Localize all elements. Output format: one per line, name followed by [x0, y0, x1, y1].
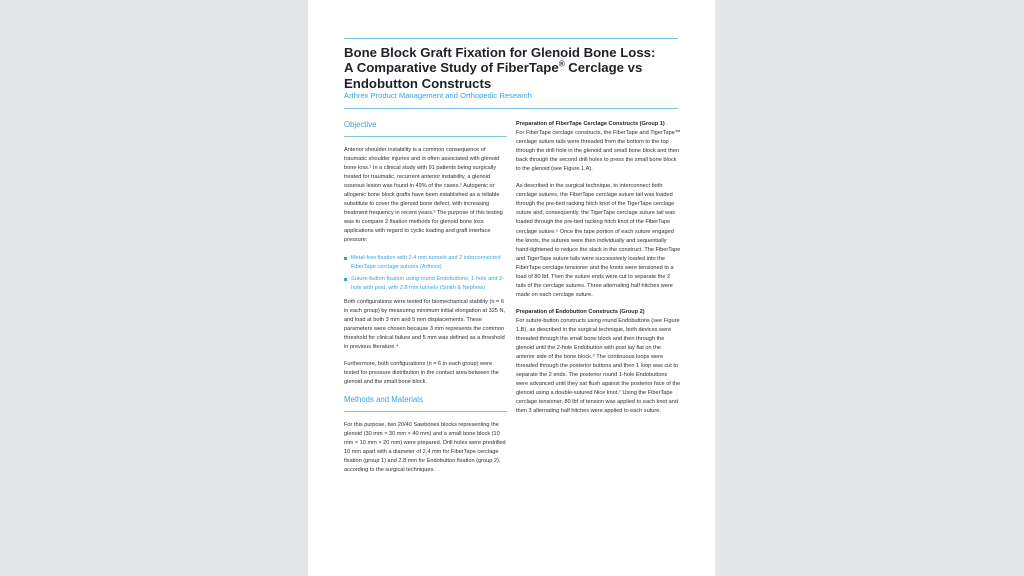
objective-paragraph-2: Both configurations were tested for biomechanical stability (n = 6 in each group) by measuring minimum initial elongation at 325 N, and load at both 3 mm and 5 mm displacements. These parameters were chosen because 3 mm represents the common threshold for clinical failure and 5 mm was defined as a threshold in previous literature.⁴ [344, 298, 506, 350]
bullet-square-icon [344, 278, 347, 281]
header-divider [344, 108, 678, 109]
methods-divider [344, 411, 507, 412]
bullet-square-icon [344, 257, 347, 260]
document-title [344, 45, 684, 91]
document-page [308, 0, 715, 576]
prep-fibertape-paragraph-1: For FiberTape cerclage constructs, the FiberTape and TigerTape™ cerclage suture tails were threaded from the bottom to the top through the drill hole in the glenoid and small bone block and then back through the second drill holes to press the small bone block to the glenoid (see Figure 1.A). [516, 130, 681, 173]
title-line-2-end: Cerclage vs [564, 60, 643, 76]
fixation-methods-list [344, 254, 507, 293]
registered-mark: ® [558, 60, 565, 70]
objective-paragraph-3: Furthermore, both configurations (n = 6 in each group) were tested for pressure distribution in the contact area between the glenoid and the small bone block. [344, 360, 499, 386]
objective-paragraph-1: Anterior shoulder instability is a common consequence of traumatic shoulder injuries and is often associated with glenoid bone loss.¹ In a clinical study with 91 patients being surgically treated for traumatic, recurrent anterior instability, a glenoid osseous lesion was found in 49% of the cases.² Autogenic or allogenic bone block grafts have been established as a reliable substitute to cover the glenoid bone defect, with increasing treatment frequency in recent years.³ The purpose of this testing was to compare 2 fixation methods for glenoid bone loss applications with regard to cyclic loading and graft interface pressure: [344, 147, 503, 244]
prep-fibertape-heading: Preparation of FiberTape Cerclage Constructs (Group 1) [516, 121, 665, 127]
prep-endobutton-paragraph-1: For suture-button constructs using round Endobuttons (see Figure 1.B), as described in the surgical technique, both devices were threaded through the small bone block and then through the glenoid until the 2-hole Endobutton with post lay flat on the anterior side of the bone block.⁶ The continuous loops were threaded through the posterior buttons and then 1 loop was cut to separate the 2 ends. The posterior round 1-hole Endobuttons were advanced until they sat flush against the posterior face of the glenoid using a double-sutured Nice knot.⁷ Using the FiberTape cerclage tensioner, 80 lbf of tension was applied to each knot and then 3 alternating half hitches were applied to each suture. [516, 317, 681, 415]
title-line-2: A Comparative Study of FiberTape [344, 60, 559, 76]
objective-heading: Objective [344, 120, 377, 129]
prep-endobutton-heading: Preparation of Endobutton Constructs (Group 2) [516, 308, 645, 315]
author-affiliation: Arthrex Product Management and Orthopedic Research [344, 91, 532, 100]
right-column [516, 120, 681, 424]
methods-paragraph-1: For this purpose, two 20/40 Sawbones blocks representing the glenoid (30 mm × 30 mm × 40 mm) and a small bone block (10 mm × 10 mm × 20 mm) were prepared. Drill holes were predrilled 10 mm apart with a diameter of 2.4 mm for FiberTape cerclage fixation (group 1) and 2.8 mm for Endobutton fixation (group 2), according to the surgical techniques. [344, 422, 506, 474]
objective-divider [344, 136, 507, 137]
list-item: Suture-button fixation using round Endobuttons, 1-hole and 2-hole with post, with 2.8 mm tunnels (Smith & Nephew) [344, 275, 507, 293]
list-item: Metal-free fixation with 2.4 mm tunnels and 2 interconnected FiberTape cerclage sutures (Arthrex) [344, 254, 507, 272]
prep-fibertape-paragraph-2: As described in the surgical technique, to interconnect both cerclage sutures, the FiberTape cerclage suture tail was loaded through the pre-tied racking hitch knot of the TigerTape cerclage suture and, consequently, the TigerTape cerclage suture tail was loaded through the pre-tied racking hitch knot of the FiberTape cerclage suture.⁵ Once the tape portion of each suture engaged the knots, the sutures were then individually and sequentially hand-tightened to reduce the slack in the construct. The FiberTape and TigerTape suture tails were successively loaded into the FiberTape cerclage tensioner and the knots were tensioned to a load of 80 lbf. Then the suture ends were cut to separate the 2 tails of the cerclage sutures. Three alternating half hitches were made on each cerclage suture. [516, 183, 681, 298]
left-column [344, 120, 507, 483]
title-line-1: Bone Block Graft Fixation for Glenoid Bone Loss: [344, 45, 656, 60]
methods-heading: Methods and Materials [344, 395, 423, 405]
title-line-3: Endobutton Constructs [344, 75, 492, 91]
top-divider [344, 38, 678, 39]
